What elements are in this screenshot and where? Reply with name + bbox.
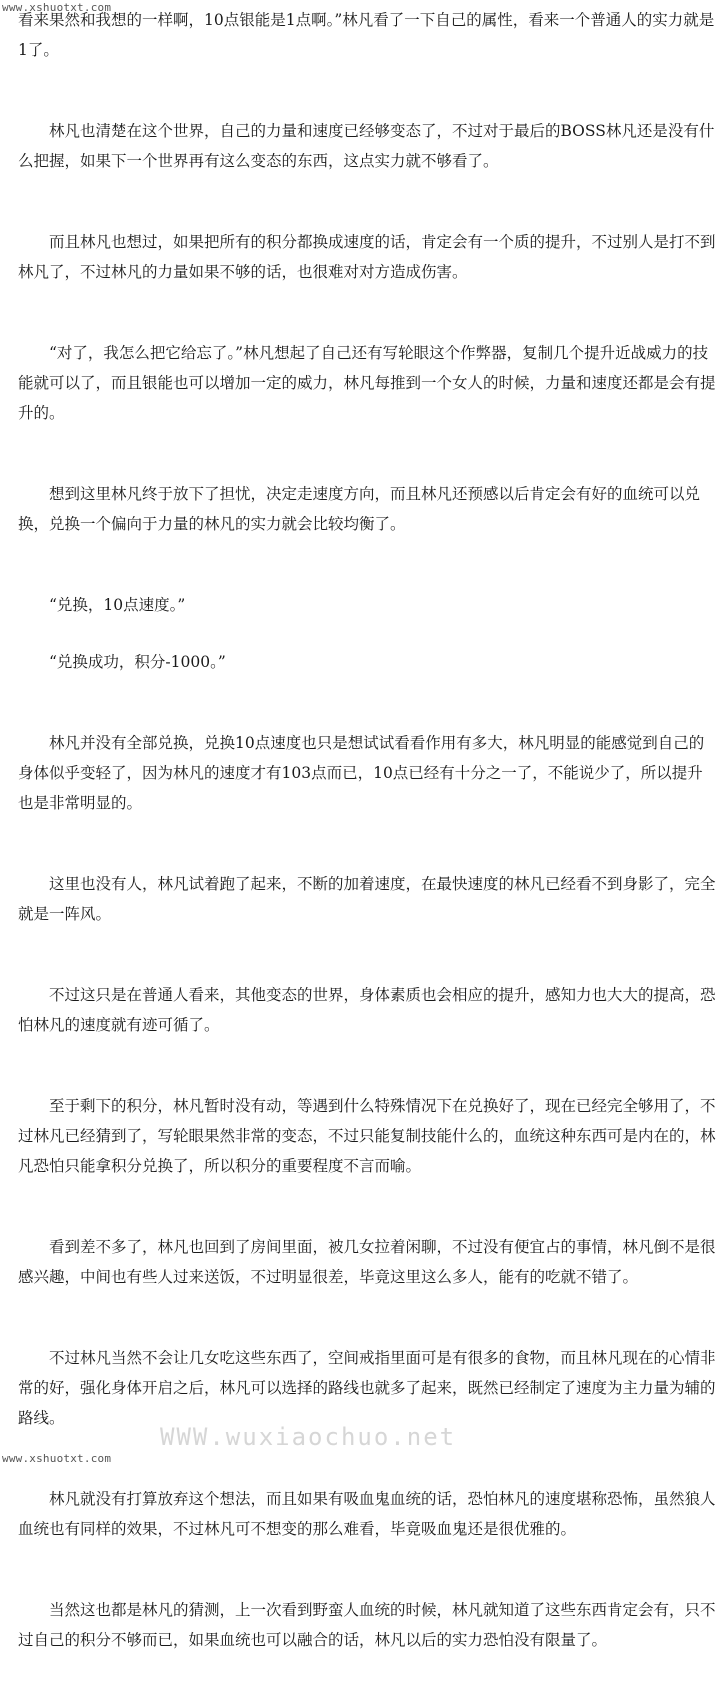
paragraph-11: 至于剩下的积分，林凡暂时没有动，等遇到什么特殊情况下在兑换好了，现在已经完全够用了，不过林凡已经猜到了，写轮眼果然非常的变态，不过只能复制技能什么的，血统这种东西可是内在的，林凡恐怕只能拿积分兑换了，所以积分的重要程度不言而喻。: [18, 1097, 716, 1175]
paragraph-6: “兑换，10点速度。”: [49, 596, 186, 614]
watermark-bottom: www.xshuotxt.com: [2, 1452, 112, 1465]
paragraph-10: 不过这只是在普通人看来，其他变态的世界，身体素质也会相应的提升，感知力也大大的提高，恐怕林凡的速度就有迹可循了。: [18, 986, 716, 1034]
paragraph-15: 当然这也都是林凡的猜测，上一次看到野蛮人血统的时候，林凡就知道了这些东西肯定会有，只不过自己的积分不够而已，如果血统也可以融合的话，林凡以后的实力恐怕没有限量了。: [18, 1601, 716, 1649]
paragraph-13: 不过林凡当然不会让几女吃这些东西了，空间戒指里面可是有很多的食物，而且林凡现在的心情非常的好，强化身体开启之后，林凡可以选择的路线也就多了起来，既然已经制定了速度为主力量为辅的路线。: [18, 1349, 716, 1427]
paragraph-9: 这里也没有人，林凡试着跑了起来，不断的加着速度，在最快速度的林凡已经看不到身影了，完全就是一阵风。: [18, 875, 716, 923]
paragraph-14: 林凡就没有打算放弃这个想法，而且如果有吸血鬼血统的话，恐怕林凡的速度堪称恐怖，虽然狼人血统也有同样的效果，不过林凡可不想变的那么难看，毕竟吸血鬼还是很优雅的。: [18, 1490, 716, 1538]
watermark-top: www.xshuotxt.com: [2, 1, 112, 14]
paragraph-2: 林凡也清楚在这个世界，自己的力量和速度已经够变态了，不过对于最后的BOSS林凡还是没有什么把握，如果下一个世界再有这么变态的东西，这点实力就不够看了。: [18, 122, 715, 170]
paragraph-1: 看来果然和我想的一样啊，10点银能是1点啊。”林凡看了一下自己的属性，看来一个普通人的实力就是1了。: [18, 11, 715, 59]
paragraph-4: “对了，我怎么把它给忘了。”林凡想起了自己还有写轮眼这个作弊器，复制几个提升近战威力的技能就可以了，而且银能也可以增加一定的威力，林凡每推到一个女人的时候，力量和速度还都是会有提升的。: [18, 344, 716, 422]
paragraph-12: 看到差不多了，林凡也回到了房间里面，被几女拉着闲聊，不过没有便宜占的事情，林凡倒不是很感兴趣，中间也有些人过来送饭，不过明显很差，毕竟这里这么多人，能有的吃就不错了。: [18, 1238, 716, 1286]
paragraph-7: “兑换成功，积分-1000。”: [49, 653, 226, 671]
watermark-faint: WWW.wuxiaochuo.net: [160, 1423, 457, 1451]
paragraph-8: 林凡并没有全部兑换，兑换10点速度也只是想试试看看作用有多大，林凡明显的能感觉到自己的身体似乎变轻了，因为林凡的速度才有103点而已，10点已经有十分之一了，不能说少了，所以提升也是非常明显的。: [18, 734, 705, 812]
paragraph-3: 而且林凡也想过，如果把所有的积分都换成速度的话，肯定会有一个质的提升，不过别人是打不到林凡了，不过林凡的力量如果不够的话，也很难对对方造成伤害。: [18, 233, 716, 281]
paragraph-5: 想到这里林凡终于放下了担忧，决定走速度方向，而且林凡还预感以后肯定会有好的血统可以兑换，兑换一个偏向于力量的林凡的实力就会比较均衡了。: [18, 485, 701, 533]
